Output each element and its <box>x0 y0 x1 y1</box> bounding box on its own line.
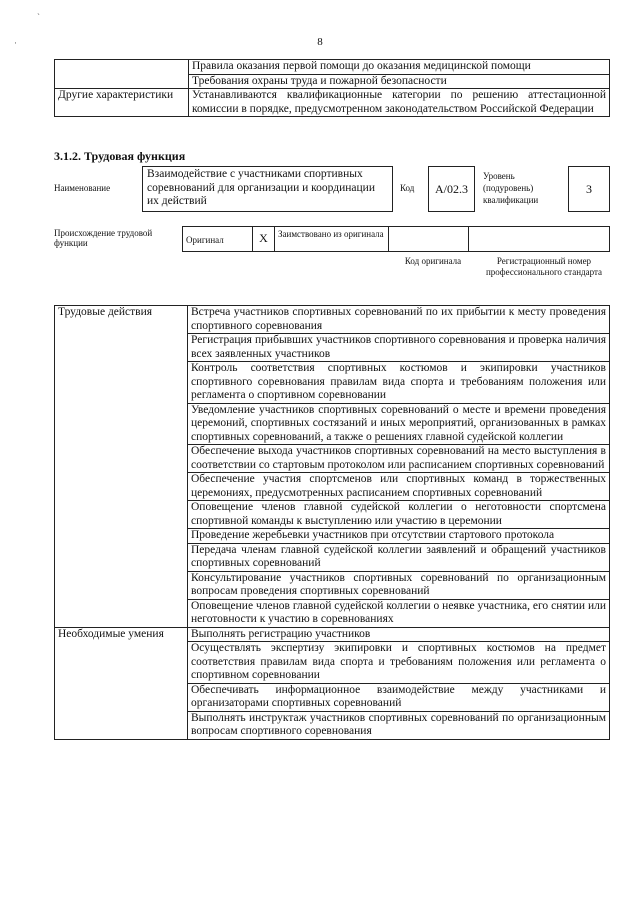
table-row <box>55 306 610 334</box>
top-table-empty-cell <box>55 60 189 89</box>
borrowed-cell: Заимствовано из оригинала <box>275 227 389 251</box>
labor-action-item: Обеспечение выхода участников спортивных соревнований на место выступления в соответствии со стартовым протоколом или расписанием спортивных соревнований <box>188 445 610 473</box>
skill-item: Осуществлять экспертизу экипировки и спортивных костюмов на предмет соответствия правилам вида спорта и требованиям положения или регламента о спортивном соревновании <box>188 642 610 684</box>
skill-item: Выполнять инструктаж участников спортивных соревнований по организационным вопросам спортивного соревнования <box>188 711 610 739</box>
other-characteristics-label: Другие характеристики <box>55 89 189 117</box>
code-label: Код <box>400 183 415 193</box>
name-label: Наименование <box>54 183 111 193</box>
labor-action-item: Встреча участников спортивных соревнований по их прибытии к месту проведения спортивного соревнования <box>188 306 610 334</box>
top-table <box>54 59 610 117</box>
section-title: 3.1.2. Трудовая функция <box>54 149 186 163</box>
table-row <box>55 627 610 642</box>
labor-action-item: Уведомление участников спортивных соревнований о месте и времени проведения церемоний, спортивных состязаний и иных мероприятий, организованных в рамках спортивных соревнований, а также о решениях главной судейской коллегии <box>188 403 610 445</box>
scan-speck: · <box>14 38 17 48</box>
origin-label: Происхождение трудовой функции <box>54 228 153 248</box>
labor-actions-label: Трудовые действия <box>55 306 188 628</box>
original-code-caption: Код оригинала <box>404 256 462 266</box>
original-label: Оригинал <box>186 235 224 245</box>
main-table <box>54 305 610 740</box>
page-number: 8 <box>317 36 323 48</box>
labor-action-item: Консультирование участников спортивных соревнований по организационным вопросам проведения спортивных соревнований <box>188 571 610 599</box>
labor-action-item: Обеспечение участия спортсменов или спортивных команд в торжественных церемониях, предусмотренных расписанием спортивных соревнований <box>188 473 610 501</box>
skills-label: Необходимые умения <box>55 627 188 739</box>
labor-action-item: Регистрация прибывших участников спортивного соревнования и проверка наличия всех заявленных участников <box>188 334 610 362</box>
original-code-cell <box>389 227 469 251</box>
labor-action-item: Передача членам главной судейской коллегии заявлений и обращений участников спортивных соревнований <box>188 543 610 571</box>
level-label: Уровень (подуровень) квалификации <box>483 171 539 205</box>
labor-action-item: Контроль соответствия спортивных костюмов и экипировки участников спортивного соревнования правилам вида спорта и требованиям положения или регламента о спортивном соревновании <box>188 362 610 404</box>
function-name-box: Взаимодействие с участниками спортивных соревнований для организации и координации их действий <box>142 166 393 212</box>
labor-action-item: Оповещение членов главной судейской коллегии о неготовности спортсмена спортивной команды к выступлению или участию в церемонии <box>188 501 610 529</box>
skill-item: Выполнять регистрацию участников <box>188 627 610 642</box>
origin-row <box>182 226 610 252</box>
top-table-item: Требования охраны труда и пожарной безопасности <box>189 74 610 89</box>
skill-item: Обеспечивать информационное взаимодействие между участниками и организаторами спортивных соревнований <box>188 683 610 711</box>
original-mark-cell: X <box>253 227 275 251</box>
reg-number-caption: Регистрационный номер профессионального стандарта <box>485 256 603 277</box>
scan-speck: ` <box>37 12 40 22</box>
other-characteristics-value: Устанавливаются квалификационные категории по решению аттестационной комиссии в порядке, предусмотренном законодательством Российской Федерации <box>189 89 610 117</box>
reg-number-cell <box>469 227 609 251</box>
code-value-box: A/02.3 <box>428 166 475 212</box>
labor-action-item: Проведение жеребьевки участников при отсутствии стартового протокола <box>188 529 610 544</box>
level-value-box: 3 <box>568 166 610 212</box>
original-cell <box>183 227 253 251</box>
labor-action-item: Оповещение членов главной судейской коллегии о неявке участника, его снятии или неготовности к участию в соревнованиях <box>188 599 610 627</box>
top-table-item: Правила оказания первой помощи до оказания медицинской помощи <box>189 60 610 75</box>
